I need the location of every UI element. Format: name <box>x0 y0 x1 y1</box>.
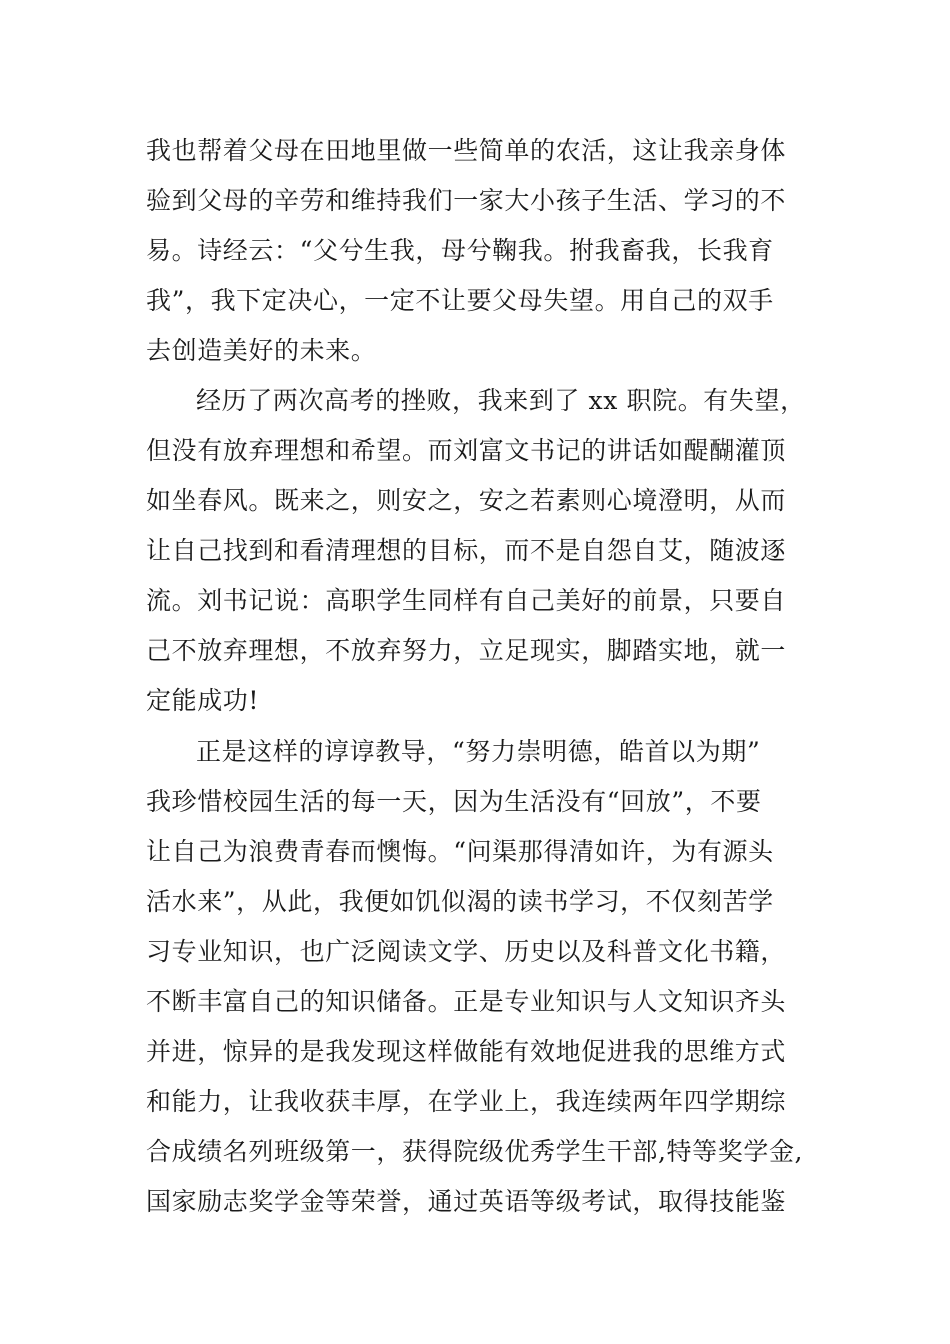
text-line: 不断丰富自己的知识储备。正是专业知识与人文知识齐头 <box>146 987 787 1016</box>
text-line: 并进，惊异的是我发现这样做能有效地促进我的思维方式 <box>146 1037 787 1066</box>
text-line: 让自己为浪费青春而懊悔。“问渠那得清如许，为有源头 <box>146 837 774 866</box>
text-line: 合成绩名列班级第一，获得院级优秀学生干部,特等奖学金, <box>146 1137 804 1166</box>
text-line: 定能成功! <box>146 686 260 715</box>
paragraph-first-line: 经历了两次高考的挫败，我来到了 xx 职院。有失望， <box>196 386 806 415</box>
text-line: 让自己找到和看清理想的目标，而不是自怨自艾，随波逐 <box>146 536 787 565</box>
paragraph-first-line: 正是这样的谆谆教导，“努力崇明德，皓首以为期” <box>196 737 761 766</box>
text-line: 己不放弃理想，不放弃努力，立足现实，脚踏实地，就一 <box>146 636 787 665</box>
text-line: 如坐春风。既来之，则安之，安之若素则心境澄明，从而 <box>146 486 787 515</box>
text-line: 易。诗经云：“父兮生我，母兮鞠我。拊我畜我，长我育 <box>146 236 774 265</box>
text-line: 去创造美好的未来。 <box>146 336 377 365</box>
text-line: 验到父母的辛劳和维持我们一家大小孩子生活、学习的不 <box>146 186 787 215</box>
text-line: 我珍惜校园生活的每一天，因为生活没有“回放”，不要 <box>146 787 762 816</box>
text-line: 流。刘书记说：高职学生同样有自己美好的前景，只要自 <box>146 586 787 615</box>
text-line: 习专业知识，也广泛阅读文学、历史以及科普文化书籍， <box>146 937 787 966</box>
text-line: 和能力，让我收获丰厚，在学业上，我连续两年四学期综 <box>146 1087 787 1116</box>
text-line: 活水来”，从此，我便如饥似渴的读书学习，不仅刻苦学 <box>146 887 774 916</box>
text-line: 但没有放弃理想和希望。而刘富文书记的讲话如醍醐灌顶 <box>146 436 787 465</box>
text-line: 我”，我下定决心，一定不让要父母失望。用自己的双手 <box>146 286 774 315</box>
text-line: 国家励志奖学金等荣誉，通过英语等级考试，取得技能鉴 <box>146 1187 787 1216</box>
text-line: 我也帮着父母在田地里做一些简单的农活，这让我亲身体 <box>146 136 787 165</box>
